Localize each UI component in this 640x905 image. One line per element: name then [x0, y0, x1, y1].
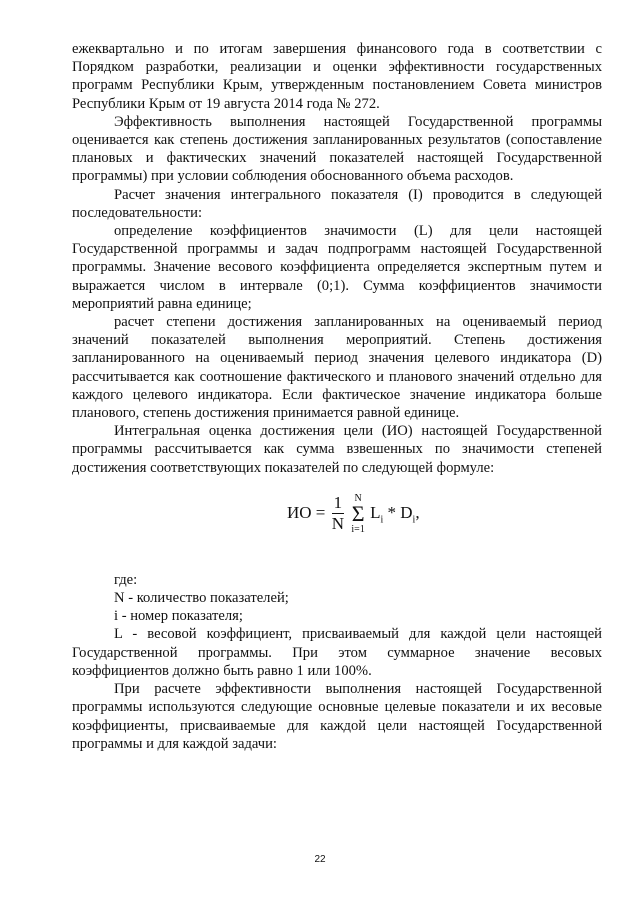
formula-trail: ,	[415, 502, 420, 522]
formula-term-d: D	[400, 502, 413, 522]
formula-fraction	[332, 493, 345, 534]
formula-sum-upper: N	[354, 492, 362, 504]
paragraph-1: ежеквартально и по итогам завершения финансового года в соответствии с Порядком разработки, реализации и оценки эффективности государственных программ Республики Крым, утвержденным постановлением Совета министров Республики Крым от 19 августа 2014 года № 272.	[72, 41, 602, 112]
formula-block	[72, 485, 602, 551]
formula-lhs: ИО =	[287, 502, 326, 522]
paragraph-2: Эффективность выполнения настоящей Государственной программы оценивается как степень достижения запланированных результатов (сопоставление плановых и фактических значений показателей настоящей Государственной программы) при условии соблюдения обоснованного объема расходов.	[72, 113, 602, 185]
formula-numerator: 1	[333, 493, 343, 513]
paragraph-3: Расчет значения интегрального показателя (I) проводится в следующей последовательности:	[72, 186, 602, 221]
formula-sum	[351, 493, 364, 535]
formula-sum-lower: i=1	[351, 523, 365, 535]
paragraph-4: определение коэффициентов значимости (L) для цели настоящей Государственной программы и задач подпрограмм настоящей Государственной программы. Значение весового коэффициента определяется экспертным путем и выражается числом в интервале (0;1). Сумма коэффициентов значимости мероприятий равна единице;	[72, 223, 602, 312]
formula-denominator: N	[331, 514, 345, 534]
formula	[287, 493, 420, 535]
formula-term-l: L	[370, 502, 381, 522]
definition-n: N - количество показателей;	[114, 590, 289, 607]
page-number: 22	[314, 854, 326, 865]
formula-sub-l: i	[380, 514, 384, 526]
definition-l: L - весовой коэффициент, присваиваемый для каждой цели настоящей Государственной программы. При этом суммарное значение весовых коэффициентов должно быть равно 1 или 100%.	[72, 626, 602, 679]
definition-i: i - номер показателя;	[114, 608, 243, 625]
formula-operator: *	[383, 502, 401, 522]
paragraph-6: Интегральная оценка достижения цели (ИО) настоящей Государственной программы рассчитывается как сумма взвешенных по значимости степеней достижения соответствующих показателей по следующей формуле:	[72, 423, 602, 476]
document-body	[72, 40, 602, 753]
paragraph-final: При расчете эффективности выполнения настоящей Государственной программы используются следующие основные целевые показатели и их весовые коэффициенты, присваиваемые для каждой цели настоящей Государственной программы и для каждой задачи:	[72, 681, 602, 752]
paragraph-5: расчет степени достижения запланированных на оцениваемый период значений показателей выполнения мероприятий. Степень достижения запланированного на оцениваемый период значения целевого индикатора (D) рассчитывается как соотношение фактического и планового значений отдельно для каждого целевого индикатора. Если фактическое значение индикатора больше планового, степень достижения принимается равной единице.	[72, 314, 602, 422]
formula-sub-d: i	[412, 514, 416, 526]
paragraph-where: где:	[114, 571, 138, 588]
formula-sigma: Σ	[351, 500, 365, 526]
